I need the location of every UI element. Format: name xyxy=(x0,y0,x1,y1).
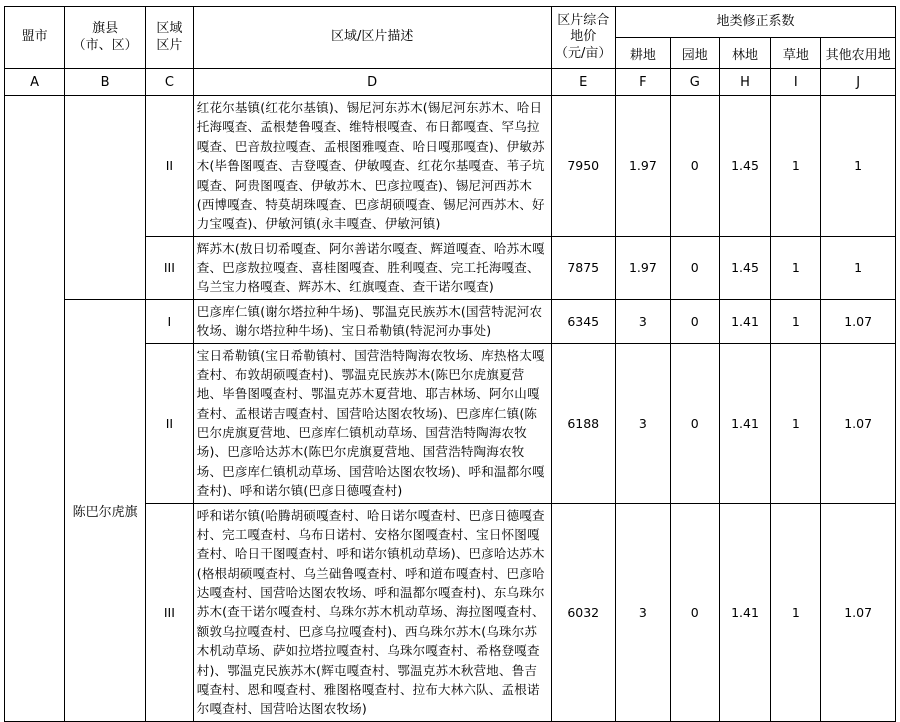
cell-description: 辉苏木(敖日切希嘎查、阿尔善诺尔嘎查、辉道嘎查、哈苏木嘎查、巴彦敖拉嘎查、喜桂图嘎查、胜利嘎查、完工托海嘎查、乌兰宝力格嘎查、辉苏木、红旗嘎查、查干诺尔嘎查) xyxy=(193,236,551,299)
table-row xyxy=(5,299,896,343)
cell-lin-di: 1.41 xyxy=(719,503,771,721)
cell-yuan-di: 0 xyxy=(670,503,719,721)
cell-lin-di: 1.41 xyxy=(719,343,771,503)
column-code-h: H xyxy=(719,69,771,96)
cell-qi-ta: 1.07 xyxy=(821,343,896,503)
table-header-row-1 xyxy=(5,7,896,38)
header-qu-pian xyxy=(146,7,194,69)
header-qi-xian xyxy=(65,7,146,69)
header-lin-di: 林地 xyxy=(719,38,771,69)
cell-qu-pian: III xyxy=(146,236,194,299)
header-qi-xian-line1: 旗县 xyxy=(92,21,119,37)
cell-geng-di: 3 xyxy=(615,299,670,343)
cell-qi-ta: 1 xyxy=(821,236,896,299)
header-yuan-di: 园地 xyxy=(670,38,719,69)
cell-qi-ta: 1.07 xyxy=(821,503,896,721)
cell-geng-di: 3 xyxy=(615,503,670,721)
cell-yuan-di: 0 xyxy=(670,236,719,299)
cell-cao-di: 1 xyxy=(771,236,821,299)
cell-lin-di: 1.41 xyxy=(719,299,771,343)
column-code-i: I xyxy=(771,69,821,96)
column-code-a: A xyxy=(5,69,65,96)
column-code-g: G xyxy=(670,69,719,96)
cell-geng-di: 1.97 xyxy=(615,96,670,237)
cell-cao-di: 1 xyxy=(771,96,821,237)
cell-price: 6345 xyxy=(551,299,615,343)
cell-qu-pian: II xyxy=(146,343,194,503)
cell-yuan-di: 0 xyxy=(670,343,719,503)
cell-description: 宝日希勒镇(宝日希勒镇村、国营浩特陶海农牧场、库热格太嘎查村、布敦胡硕嘎查村)、鄂温克民族苏木(陈巴尔虎旗夏营地、毕鲁图嘎查村、鄂温克苏木夏营地、耶吉林场、阿尔山嘎查村、孟根诺吉嘎查村、国营哈达图农牧场)、巴彦库仁镇(陈巴尔虎旗夏营地、巴彦库仁镇机动草场、国营浩特陶海农牧场)、巴彦哈达苏木(陈巴尔虎旗夏营地、国营浩特陶海农牧场、巴彦库仁镇机动草场、国营哈达图农牧场)、呼和温都尔嘎查村)、呼和诺尔镇(巴彦日德嘎查村) xyxy=(193,343,551,503)
cell-qi-ta: 1 xyxy=(821,96,896,237)
cell-qu-pian: III xyxy=(146,503,194,721)
column-code-b: B xyxy=(65,69,146,96)
cell-price: 7950 xyxy=(551,96,615,237)
header-meng-shi: 盟市 xyxy=(5,7,65,69)
cell-cao-di: 1 xyxy=(771,343,821,503)
header-price-line1: 区片综合 xyxy=(557,13,610,29)
cell-price: 6188 xyxy=(551,343,615,503)
column-code-e: E xyxy=(551,69,615,96)
cell-qu-pian: II xyxy=(146,96,194,237)
cell-cao-di: 1 xyxy=(771,299,821,343)
cell-qi-xian: 陈巴尔虎旗 xyxy=(65,299,146,721)
header-correction-coefficients: 地类修正系数 xyxy=(615,7,895,38)
land-price-table xyxy=(4,6,896,722)
cell-lin-di: 1.45 xyxy=(719,236,771,299)
cell-description: 呼和诺尔镇(哈腾胡硕嘎查村、哈日诺尔嘎查村、巴彦日德嘎查村、完工嘎查村、乌布日诺村、安格尔图嘎查村、宝日怀图嘎查村、哈日干图嘎查村、呼和诺尔镇机动草场)、巴彦哈达苏木(格根胡硕嘎查村、乌兰础鲁嘎查村、呼和道布嘎查村、巴彦哈达嘎查村、国营哈达图农牧场、呼和温都尔嘎查村)、东乌珠尔苏木(查干诺尔嘎查村、乌珠尔苏木机动草场、海拉图嘎查村、额敦乌拉嘎查村、巴彦乌拉嘎查村)、西乌珠尔苏木(乌珠尔苏木机动草场、萨如拉塔拉嘎查村、乌珠尔嘎查村、希格登嘎查村)、鄂温克民族苏木(辉屯嘎查村、鄂温克苏木秋营地、鲁吉嘎查村、恩和嘎查村、雅图格嘎查村、拉布大林六队、孟根诺尔嘎查村、国营哈达图农牧场) xyxy=(193,503,551,721)
table-row xyxy=(5,96,896,237)
cell-price: 7875 xyxy=(551,236,615,299)
header-description: 区域/区片描述 xyxy=(193,7,551,69)
cell-yuan-di: 0 xyxy=(670,96,719,237)
cell-description: 巴彦库仁镇(谢尔塔拉种牛场)、鄂温克民族苏木(国营特泥河农牧场、谢尔塔拉种牛场)、宝日希勒镇(特泥河办事处) xyxy=(193,299,551,343)
header-price-line2: 地价 xyxy=(570,29,597,45)
cell-lin-di: 1.45 xyxy=(719,96,771,237)
cell-geng-di: 1.97 xyxy=(615,236,670,299)
table-column-code-row xyxy=(5,69,896,96)
header-qi-ta: 其他农用地 xyxy=(821,38,896,69)
cell-yuan-di: 0 xyxy=(670,299,719,343)
cell-description: 红花尔基镇(红花尔基镇)、锡尼河东苏木(锡尼河东苏木、哈日托海嘎查、孟根楚鲁嘎查、维特根嘎查、布日都嘎查、罕乌拉嘎查、巴音敖拉嘎查、孟根图雅嘎查、哈日嘎那嘎查)、伊敏苏木(毕鲁图嘎查、吉登嘎查、伊敏嘎查、红花尔基嘎查、苇子坑嘎查、阿贵图嘎查、伊敏苏木、巴彦拉嘎查)、锡尼河西苏木(西博嘎查、特莫胡珠嘎查、巴彦胡硕嘎查、锡尼河西苏木、好力宝嘎查)、伊敏河镇(永丰嘎查、伊敏河镇) xyxy=(193,96,551,237)
cell-qu-pian: I xyxy=(146,299,194,343)
header-geng-di: 耕地 xyxy=(615,38,670,69)
header-price-line3: （元/亩） xyxy=(555,45,612,61)
cell-price: 6032 xyxy=(551,503,615,721)
cell-cao-di: 1 xyxy=(771,503,821,721)
header-qu-pian-line2: 区片 xyxy=(156,37,183,53)
cell-qi-xian xyxy=(65,96,146,300)
header-price xyxy=(551,7,615,69)
column-code-d: D xyxy=(193,69,551,96)
header-qi-xian-line2: （市、区） xyxy=(72,37,138,53)
cell-geng-di: 3 xyxy=(615,343,670,503)
column-code-j: J xyxy=(821,69,896,96)
cell-qi-ta: 1.07 xyxy=(821,299,896,343)
column-code-f: F xyxy=(615,69,670,96)
cell-meng-shi xyxy=(5,96,65,722)
header-qu-pian-line1: 区域 xyxy=(156,21,183,37)
column-code-c: C xyxy=(146,69,194,96)
header-cao-di: 草地 xyxy=(771,38,821,69)
